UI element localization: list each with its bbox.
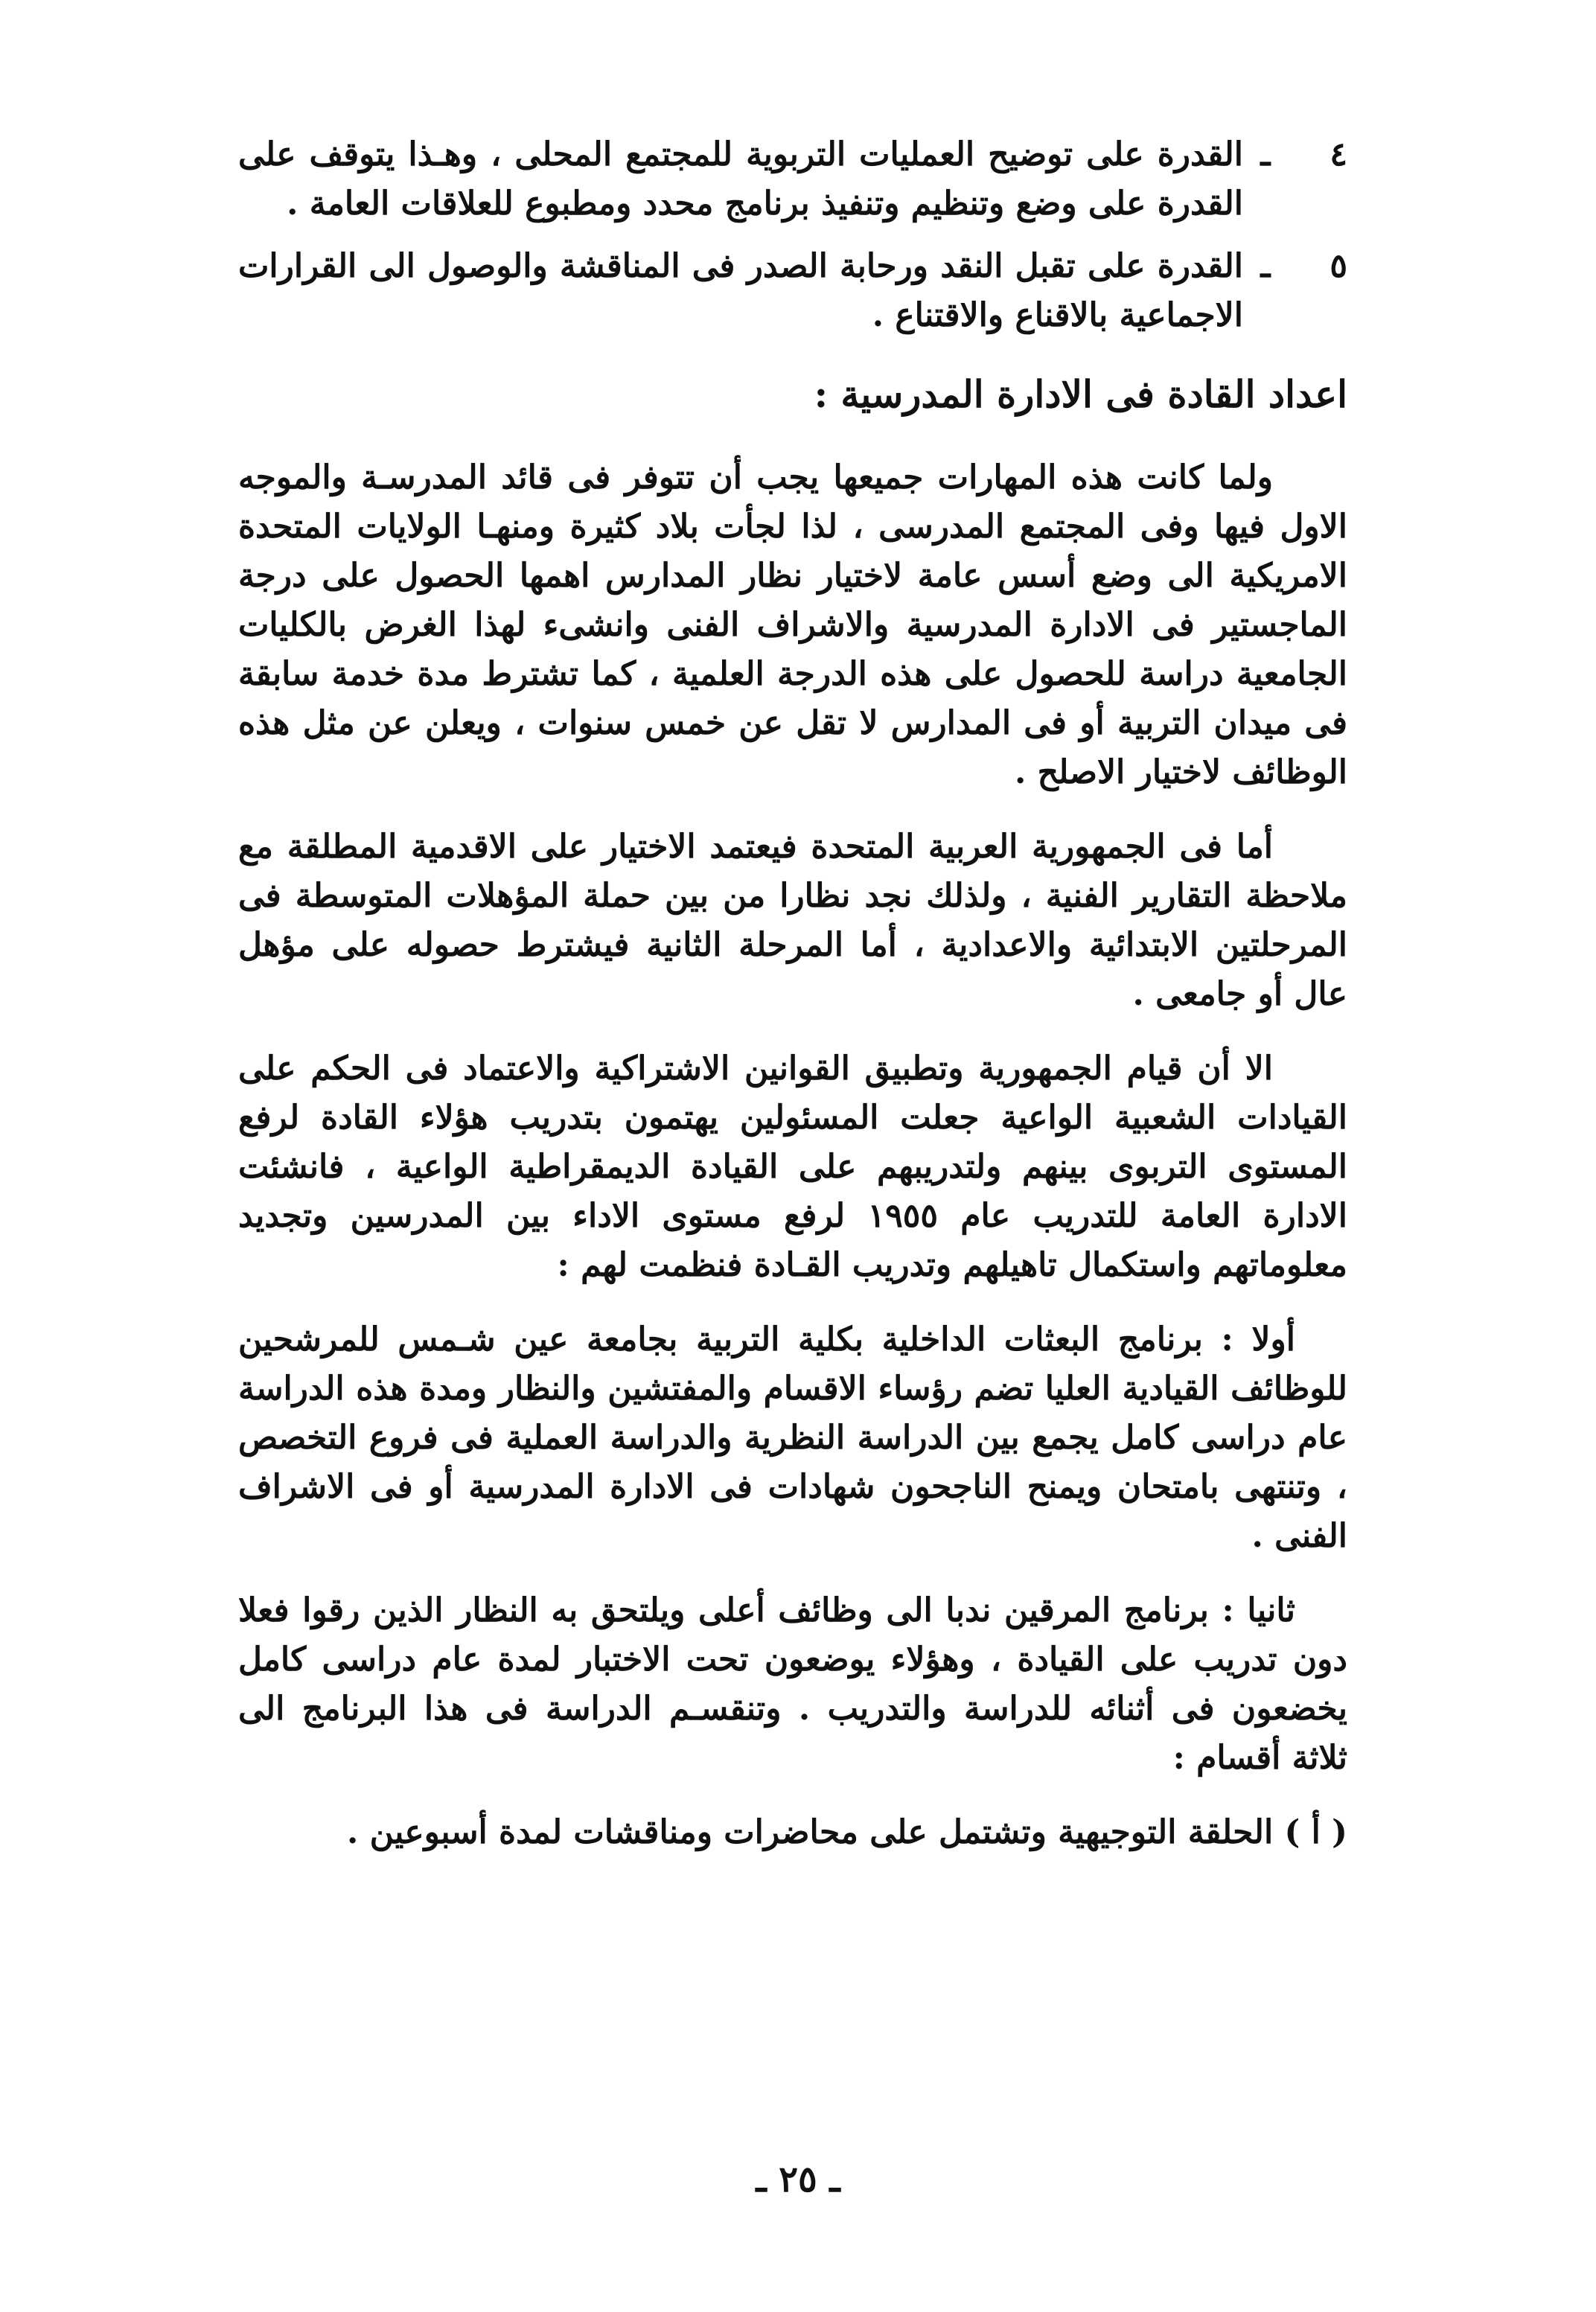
- page-body: [238, 130, 1347, 1865]
- paragraph-uar-selection: أما فى الجمهورية العربية المتحدة فيعتمد الاختيار على الاقدمية المطلقة مع ملاحظة التقارير الفنية ، ولذلك نجد نظارا من بين حملة المؤهلات المتوسطة فى المرحلتين الابتدائية والاعدادية ، أما المرحلة الثانية فيشترط حصوله على مؤهل عال أو جامعى .: [238, 828, 1347, 1013]
- item-text: القدرة على تقبل النقد ورحابة الصدر فى المناقشة والوصول الى القرارات الاجماعية بالاقناع والاقتناع .: [238, 247, 1243, 334]
- paragraph-training-administration: الا أن قيام الجمهورية وتطبيق القوانين الاشتراكية والاعتماد فى الحكم على القيادات الشعبية الواعية جعلت المسئولين يهتمون بتدريب هؤلاء القادة لرفع المستوى التربوى بينهم ولتدريبهم على القيادة الديمقراطية الواعية ، فانشئت الادارة العامة للتدريب عام ١٩٥٥ لرفع مستوى الاداء بين المدرسين وتجديد معلوماتهم واستكمال تاهيلهم وتدريب القـادة فنظمت لهم :: [238, 1050, 1347, 1284]
- paragraph-second-program: ثانيا : برنامج المرقين ندبا الى وظائف أعلى ويلتحق به النظار الذين رقوا فعلا دون تدريب على القيادة ، وهؤلاء يوضعون تحت الاختبار لمدة عام دراسى كامل يخضعون فى أثنائه للدراسة والتدريب . وتنقسـم الدراسة فى هذا البرنامج الى ثلاثة أقسام :: [238, 1591, 1347, 1777]
- item-number: ٤: [1330, 135, 1347, 173]
- item-dash: ـ: [1260, 135, 1271, 173]
- item-number: ٥: [1330, 247, 1347, 285]
- page-number: ـ ٢٥ ـ: [756, 2159, 840, 2200]
- paragraph-first-program: أولا : برنامج البعثات الداخلية بكلية التربية بجامعة عين شـمس للمرشحين للوظائف القيادية العليا تضم رؤساء الاقسام والمفتشين والنظار ومدة هذه الدراسة عام دراسى كامل يجمع بين الدراسة النظرية والدراسة العملية فى فروع التخصص ، وتنتهى بامتحان ويمنح الناجحون شهادات فى الادارة المدرسية أو فى الاشراف الفنى .: [238, 1321, 1347, 1555]
- section-heading: اعداد القادة فى الادارة المدرسية :: [814, 372, 1347, 416]
- numbered-item-5: [238, 242, 1347, 340]
- item-text: القدرة على توضيح العمليات التربوية للمجتمع المحلى ، وهـذا يتوقف على القدرة على وضع وتنظيم وتنفيذ برنامج محدد ومطبوع للعلاقات العامة .: [238, 135, 1243, 223]
- item-dash: ـ: [1260, 247, 1271, 285]
- numbered-item-4: [238, 130, 1347, 229]
- list-item-a: ( أ ) الحلقة التوجيهية وتشتمل على محاضرات ومناقشات لمدة أسبوعين .: [346, 1813, 1347, 1851]
- paragraph-selection-criteria: ولما كانت هذه المهارات جميعها يجب أن تتوفر فى قائد المدرسـة والموجه الاول فيها وفى المجتمع المدرسى ، لذا لجأت بلاد كثيرة ومنهـا الولايات المتحدة الامريكية الى وضع أسس عامة لاختيار نظار المدارس اهمها الحصول على درجة الماجستير فى الادارة المدرسية والاشراف الفنى وانشىء لهذا الغرض بالكليات الجامعية دراسة للحصول على هذه الدرجة العلمية ، كما تشترط مدة خدمة سابقة فى ميدان التربية أو فى المدارس لا تقل عن خمس سنوات ، ويعلن عن مثل هذه الوظائف لاختيار الاصلح .: [238, 459, 1347, 791]
